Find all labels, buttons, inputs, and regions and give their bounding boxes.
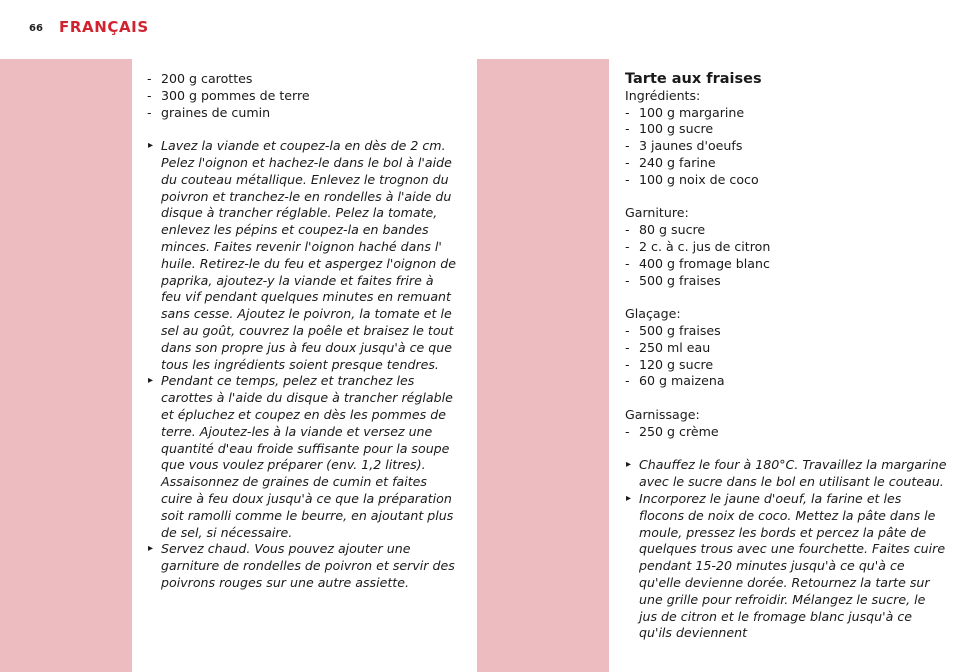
instruction-step: ▸ Chauffez le four à 180°C. Travaillez la margarine avec le sucre dans le bol en utilisant le couteau.	[625, 457, 947, 491]
list-item: - 500 g fraises	[625, 323, 947, 340]
list-item: - 300 g pommes de terre	[147, 88, 457, 105]
list-item: - 250 g crème	[625, 424, 947, 441]
list-item: - graines de cumin	[147, 105, 457, 122]
recipe-title: Tarte aux fraises	[625, 71, 762, 87]
list-item: - 100 g sucre	[625, 121, 947, 138]
list-item: - 3 jaunes d'oeufs	[625, 138, 947, 155]
instruction-step: ▸ Lavez la viande et coupez-la en dès de 2 cm. Pelez l'oignon et hachez-le dans le bol à l'aide du couteau métallique. Enlevez le trognon du poivron et tranchez-le en rondelles à l'aide du disque à trancher réglable. Pelez la tomate, enlevez les pépins et coupez-la en bandes minces. Faites revenir l'oignon haché dans l' huile. Retirez-le du feu et aspergez l'oignon de paprika, ajoutez-y la viande et faites frire à feu vif pendant quelques minutes en remuant sans cesse. Ajoutez le poivron, la tomate et le sel au goût, couvrez la poêle et braisez le tout dans son propre jus à feu doux jusqu'à ce que tous les ingrédients soient presque tendres.	[147, 138, 457, 373]
section-label: Glaçage:	[625, 306, 681, 322]
list-item: - 400 g fromage blanc	[625, 256, 947, 273]
list-item: - 120 g sucre	[625, 357, 947, 374]
list-item: - 60 g maizena	[625, 373, 947, 390]
instruction-step: ▸ Pendant ce temps, pelez et tranchez les carottes à l'aide du disque à trancher réglable et épluchez et coupez en dès les pommes de terre. Ajoutez-les à la viande et versez une quantité d'eau froide suffisante pour la soupe que vous voulez préparer (env. 1,2 litres). Assaisonnez de graines de cumin et faites cuire à feu doux jusqu'à ce que la préparation soit ramolli comme le beurre, en ajoutant plus de sel, si nécessaire.	[147, 373, 457, 541]
language-heading: FRANÇAIS	[59, 18, 149, 36]
list-item: - 100 g margarine	[625, 105, 947, 122]
instruction-step: ▸ Servez chaud. Vous pouvez ajouter une garniture de rondelles de poivron et servir des poivrons rouges sur une autre assiette.	[147, 541, 457, 591]
list-item: - 500 g fraises	[625, 273, 947, 290]
list-item: - 2 c. à c. jus de citron	[625, 239, 947, 256]
section-label: Garniture:	[625, 205, 689, 221]
list-item: - 240 g farine	[625, 155, 947, 172]
right-column	[625, 71, 947, 642]
list-item: - 80 g sucre	[625, 222, 947, 239]
instruction-steps	[147, 138, 457, 592]
ingredient-list	[625, 105, 947, 189]
garniture-list	[625, 222, 947, 289]
glacage-list	[625, 323, 947, 390]
section-label: Ingrédients:	[625, 87, 701, 103]
list-item: - 100 g noix de coco	[625, 172, 947, 189]
list-item: - 250 ml eau	[625, 340, 947, 357]
instruction-steps	[625, 457, 947, 642]
section-label: Garnissage:	[625, 406, 700, 422]
instruction-step: ▸ Incorporez le jaune d'oeuf, la farine et les flocons de noix de coco. Mettez la pâte dans le moule, pressez les bords et percez la pâte de quelques trous avec une fourchette. Faites cuire pendant 15-20 minutes jusqu'à ce qu'à ce qu'elle devienne dorée. Retournez la tarte sur une grille pour refroidir. Mélangez le sucre, le jus de citron et le fromage blanc jusqu'à ce qu'ils deviennent	[625, 491, 947, 642]
list-item: - 200 g carottes	[147, 71, 457, 88]
middle-margin-band	[477, 59, 609, 672]
garnissage-list	[625, 424, 947, 441]
left-column	[147, 71, 457, 592]
page-number: 66	[29, 23, 43, 34]
ingredient-list	[147, 71, 457, 121]
left-margin-band	[0, 59, 132, 672]
